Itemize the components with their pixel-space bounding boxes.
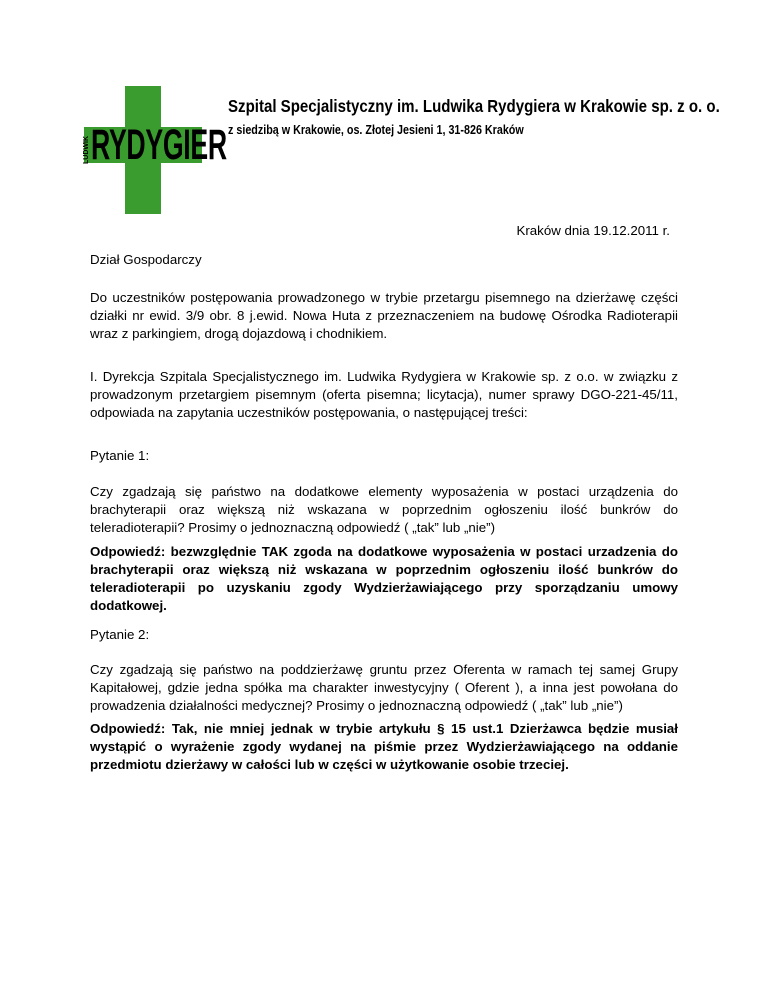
logo-wordmark: RYDYGIER [91,121,227,169]
intro-paragraph: I. Dyrekcja Szpitala Specjalistycznego im. Ludwika Rydygiera w Krakowie sp. z o.o. w związku z prowadzonym przetargiem pisemnym (oferta pisemna; licytacja), numer sprawy DGO-221-45/11, odpowiada na zapytania uczestników postępowania, o następującej treści: [90,369,678,420]
department: Dział Gospodarczy [90,252,202,267]
answer-1-text: Odpowiedź: bezwzględnie TAK zgoda na dodatkowe wyposażenia w postaci urzadzenia do brachyterapii oraz większą niż wskazana w poprzednim ogłoszeniu ilość bunkrów do teleradioterapii po uzyskaniu zgody Wydzierżawiającego przy sporządzaniu umowy dodatkowej. [90,544,678,613]
addressee-paragraph: Do uczestników postępowania prowadzonego w trybie przetargu pisemnego na dzierżawę części działki nr ewid. 3/9 obr. 8 j.ewid. Nowa Huta z przeznaczeniem na budowę Ośrodka Radioterapii wraz z parkingiem, drogą dojazdową i chodnikiem. [90,290,678,341]
question-1-label: Pytanie 1: [90,448,150,463]
date-line: Kraków dnia 19.12.2011 r. [516,223,670,238]
hospital-name: Szpital Specjalistyczny im. Ludwika Rydygiera w Krakowie sp. z o. o. [228,96,720,116]
question-1-text: Czy zgadzają się państwo na dodatkowe elementy wyposażenia w postaci urządzenia do brachyterapii oraz większą niż wskazana w poprzednim ogłoszeniu ilość bunkrów do teleradioterapii? Prosimy o jednoznaczną odpowiedź ( „tak” lub „nie”) [90,484,678,535]
answer-2-text: Odpowiedź: Tak, nie mniej jednak w trybie artykułu § 15 ust.1 Dzierżawca będzie musiał wystąpić o wyrażenie zgody wydanej na piśmie przez Wydzierżawiającego na oddanie przedmiotu dzierżawy w całości lub w części w użytkowanie osobie trzeciej. [90,721,678,772]
question-2-label: Pytanie 2: [90,627,150,642]
hospital-address: z siedzibą w Krakowie, os. Złotej Jesieni 1, 31-826 Kraków [228,123,524,137]
logo-small-text: LUDWIK [83,136,90,164]
hospital-logo [83,86,227,214]
question-2-text: Czy zgadzają się państwo na poddzierżawę gruntu przez Oferenta w ramach tej samej Grupy Kapitałowej, gdzie jedna spółka ma charakter inwestycyjny ( Oferent ), a inna jest powołana do prowadzenia działalności medycznej? Prosimy o jednoznaczną odpowiedź ( „tak” lub „nie”) [90,662,678,713]
